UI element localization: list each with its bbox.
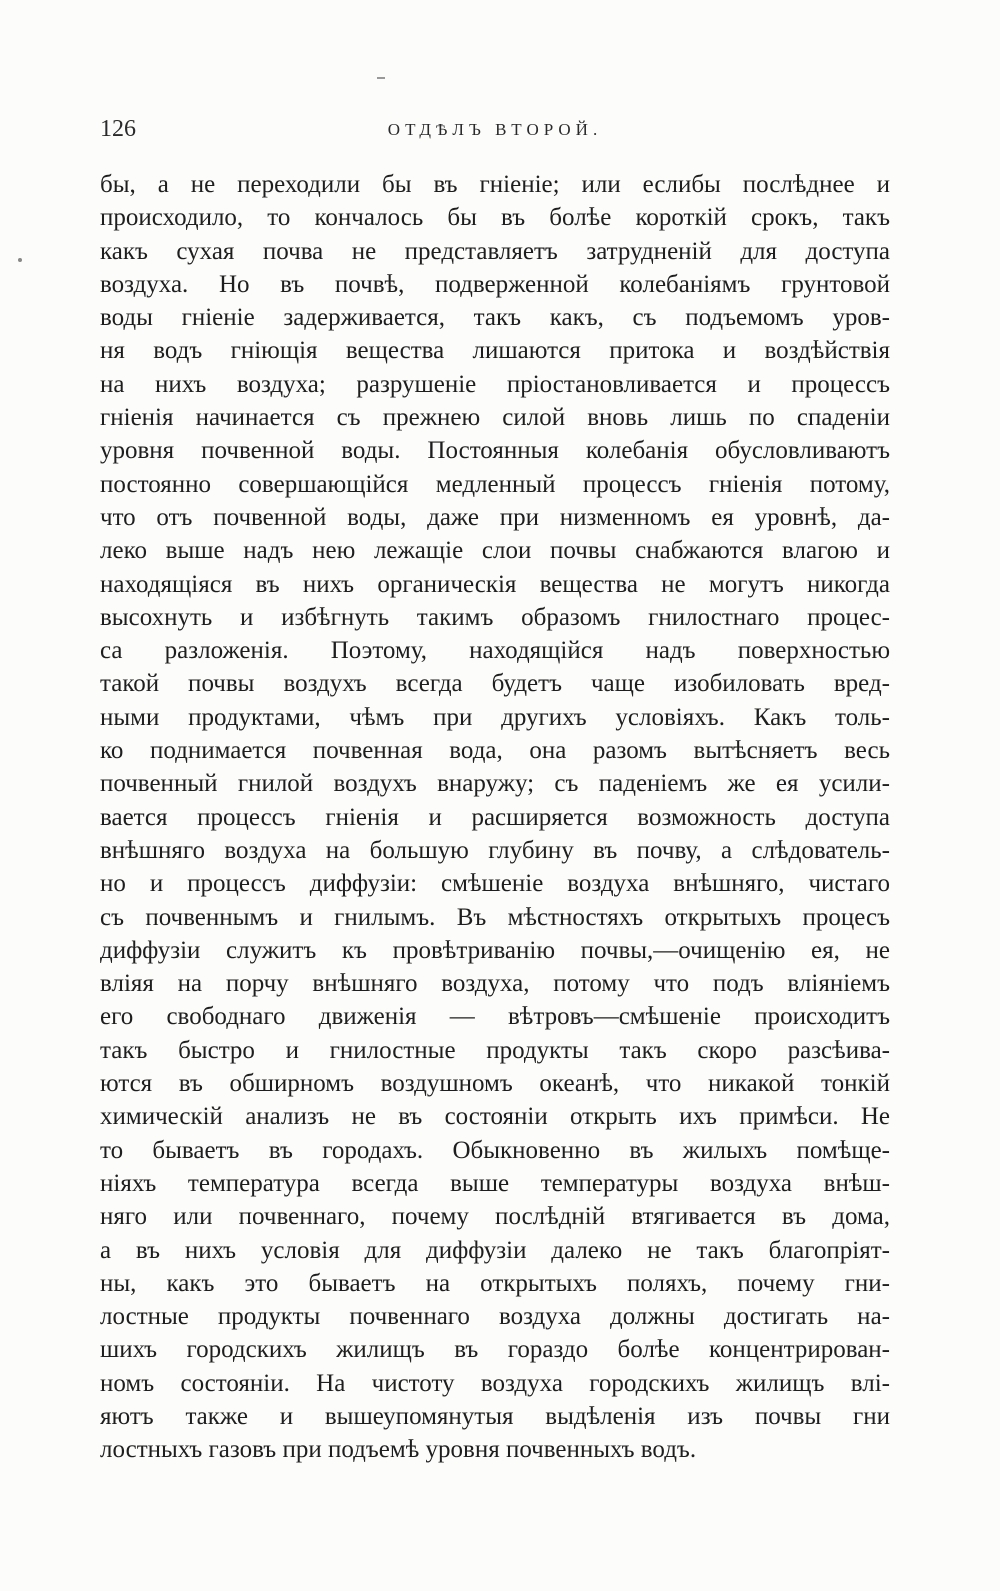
text-line: ня водъ гніющія вещества лишаются притока и воздѣйствія (100, 337, 890, 365)
print-mark (377, 77, 385, 79)
running-head: ОТДѢЛЪ ВТОРОЙ. (387, 120, 603, 139)
text-line: на нихъ воздуха; разрушеніе пріостановливается и процессъ (100, 370, 890, 398)
text-line: какъ сухая почва не представляетъ затрудненій для доступа (100, 237, 890, 265)
page-header (100, 116, 890, 146)
text-line: ются въ обширномъ воздушномъ океанѣ, что никакой тонкій (100, 1070, 890, 1098)
text-line: воды гніеніе задерживается, такъ какъ, съ подъемомъ уров- (100, 304, 890, 332)
text-line: происходило, то кончалось бы въ болѣе короткій срокъ, такъ (100, 204, 890, 232)
text-line: ными продуктами, чѣмъ при другихъ условіяхъ. Какъ толь- (100, 703, 890, 731)
text-line: но и процессъ диффузіи: смѣшеніе воздуха внѣшняго, чистаго (100, 870, 890, 898)
text-line: воздуха. Но въ почвѣ, подверженной колебаніямъ грунтовой (100, 270, 890, 298)
text-line: няго или почвеннаго, почему послѣдній втягивается въ дома, (100, 1203, 890, 1231)
text-line: ко поднимается почвенная вода, она разомъ вытѣсняетъ весь (100, 737, 890, 765)
text-line: гніенія начинается съ прежнею силой вновь лишь по спаденіи (100, 404, 890, 432)
margin-dot (18, 258, 22, 262)
text-line: постоянно совершающійся медленный процессъ гніенія потому, (100, 470, 890, 498)
text-line: номъ состояніи. На чистоту воздуха городскихъ жилищъ влі- (100, 1369, 890, 1397)
text-line: лостные продукты почвеннаго воздуха должны достигать на- (100, 1303, 890, 1331)
text-line: ніяхъ температура всегда выше температуры воздуха внѣш- (100, 1169, 890, 1197)
text-line: вается процессъ гніенія и расширяется возможность доступа (100, 803, 890, 831)
text-line: шихъ городскихъ жилищъ въ гораздо болѣе концентрирован- (100, 1336, 890, 1364)
text-line: а въ нихъ условія для диффузіи далеко не такъ благопріят- (100, 1236, 890, 1264)
text-line: что отъ почвенной воды, даже при низменномъ ея уровнѣ, да- (100, 503, 890, 531)
text-line: съ почвеннымъ и гнилымъ. Въ мѣстностяхъ открытыхъ процесъ (100, 903, 890, 931)
text-line: то бываетъ въ городахъ. Обыкновенно въ жилыхъ помѣще- (100, 1136, 890, 1164)
text-line: почвенный гнилой воздухъ внаружу; съ паденіемъ же ея усили- (100, 770, 890, 798)
body-text (100, 168, 890, 1467)
text-line: ны, какъ это бываетъ на открытыхъ поляхъ, почему гни- (100, 1269, 890, 1297)
text-line: его свободнаго движенія — вѣтровъ—смѣшеніе происходитъ (100, 1003, 890, 1031)
text-line: са разложенія. Поэтому, находящійся надъ поверхностью (100, 637, 890, 665)
text-line: лостныхъ газовъ при подъемѣ уровня почвенныхъ водъ. (100, 1436, 697, 1464)
text-line: внѣшняго воздуха на большую глубину въ почву, а слѣдователь- (100, 836, 890, 864)
text-line: леко выше надъ нею лежащіе слои почвы снабжаются влагою и (100, 537, 890, 565)
page-number: 126 (100, 116, 136, 142)
text-line: такъ быстро и гнилостные продукты такъ скоро разсѣива- (100, 1036, 890, 1064)
text-line: диффузіи служитъ къ провѣтриванію почвы,—очищенію ея, не (100, 936, 890, 964)
text-line: такой почвы воздухъ всегда будетъ чаще изобиловать вред- (100, 670, 890, 698)
text-line: уровня почвенной воды. Постоянныя колебанія обусловливаютъ (100, 437, 890, 465)
text-line: бы, а не переходили бы въ гніеніе; или еслибы послѣднее и (100, 171, 890, 198)
text-line: высохнуть и избѣгнуть такимъ образомъ гнилостнаго процес- (100, 603, 890, 631)
text-line: химическій анализъ не въ состояніи открыть ихъ примѣси. Не (100, 1103, 890, 1131)
text-line: яютъ также и вышеупомянутыя выдѣленія изъ почвы гни (100, 1402, 890, 1430)
text-line: вліяя на порчу внѣшняго воздуха, потому что подъ вліяніемъ (100, 970, 890, 998)
text-line: находящіяся въ нихъ органическія вещества не могутъ никогда (100, 570, 890, 598)
